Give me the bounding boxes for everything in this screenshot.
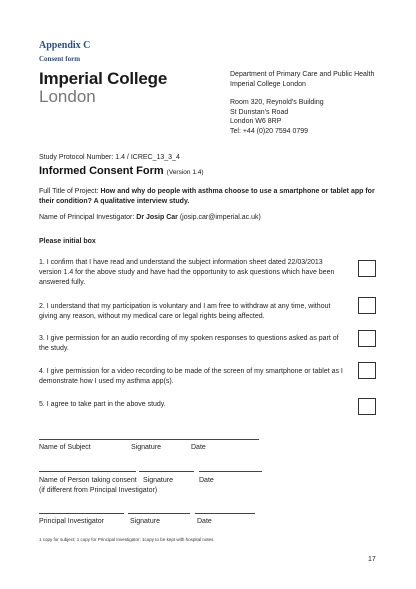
person-name-label: Name of Person taking consent [39,477,137,484]
subject-signature-label: Signature [131,444,161,451]
pi-signature-line[interactable] [128,513,190,514]
logo-line-1: Imperial College [39,69,168,88]
person-name-line[interactable] [39,471,136,472]
person-date-line[interactable] [199,471,262,472]
initial-box-3[interactable] [358,330,376,347]
pi-prefix: Name of Principal Investigator: [39,214,137,221]
logo-line-2: London [39,87,96,106]
appendix-title: Appendix C [39,40,91,51]
consent-item-2: 2. I understand that my participation is voluntary and I am free to withdraw at any time, without giving any reason, without my medical care or legal rights being affected. [39,303,331,320]
principal-investigator [39,214,261,221]
imperial-college-logo [39,70,167,106]
initial-box-1[interactable] [358,260,376,277]
address-line: St Dunstan’s Road [230,108,289,116]
project-title-text: How and why do people with asthma choose to use a smartphone or tablet app for their condition? A qualitative interview study. [39,188,375,205]
consent-item-1: 1. I confirm that I have read and understand the subject information sheet dated 22/03/2013 version 1.4 for the above study and have had the opportunity to ask questions which have been answered fully. [39,259,335,286]
initial-box-2[interactable] [358,297,376,314]
consent-item-3: 3. I give permission for an audio recording of my spoken responses to questions asked as part of the study. [39,335,339,352]
address-line: Room 320, Reynold’s Building [230,99,324,106]
consent-item-5: 5. I agree to take part in the above study. [39,401,166,408]
footnote: 1 copy for subject; 1 copy for Principal Investigator; 1copy to be kept with hospital notes [39,537,214,542]
form-title [39,165,204,177]
study-protocol-number: Study Protocol Number: 1.4 / ICREC_13_3_4 [39,154,180,161]
initial-box-5[interactable] [358,398,376,415]
dept-line: Department of Primary Care and Public Health [230,71,375,78]
pi-name-line[interactable] [39,513,124,514]
subject-name-label: Name of Subject [39,444,91,451]
form-title-text: Informed Consent Form [39,165,164,177]
form-version: (Version 1.4) [166,169,204,176]
project-title-prefix: Full Title of Project: [39,188,101,195]
consent-item-4: 4. I give permission for a video recording to be made of the screen of my smartphone or tablet as I demonstrate how I used my asthma app(s). [39,368,343,385]
person-date-label: Date [199,477,214,484]
address-line: London W6 8RP [230,118,282,125]
person-signature-line[interactable] [139,471,194,472]
person-signature-label: Signature [143,477,173,484]
dept-line: Imperial College London [230,80,306,88]
subject-signature-line[interactable] [39,439,259,440]
initial-box-instruction: Please initial box [39,238,96,245]
pi-date-line[interactable] [195,513,255,514]
appendix-subtitle: Consent form [39,55,81,63]
pi-name: Dr Josip Car [136,214,178,221]
initial-box-4[interactable] [358,362,376,379]
pi-signature-label: Signature [130,518,160,525]
subject-date-label: Date [191,444,206,451]
department-address [230,70,374,136]
project-title [39,187,384,207]
pi-email: (josip.car@imperial.ac.uk) [177,214,261,221]
pi-date-label: Date [197,518,212,525]
phone-line: Tel: +44 (0)20 7594 0799 [230,127,309,135]
person-note: (if different from Principal Investigator) [39,487,158,494]
pi-name-label: Principal Investigator [39,518,104,525]
page-number: 17 [368,556,376,563]
